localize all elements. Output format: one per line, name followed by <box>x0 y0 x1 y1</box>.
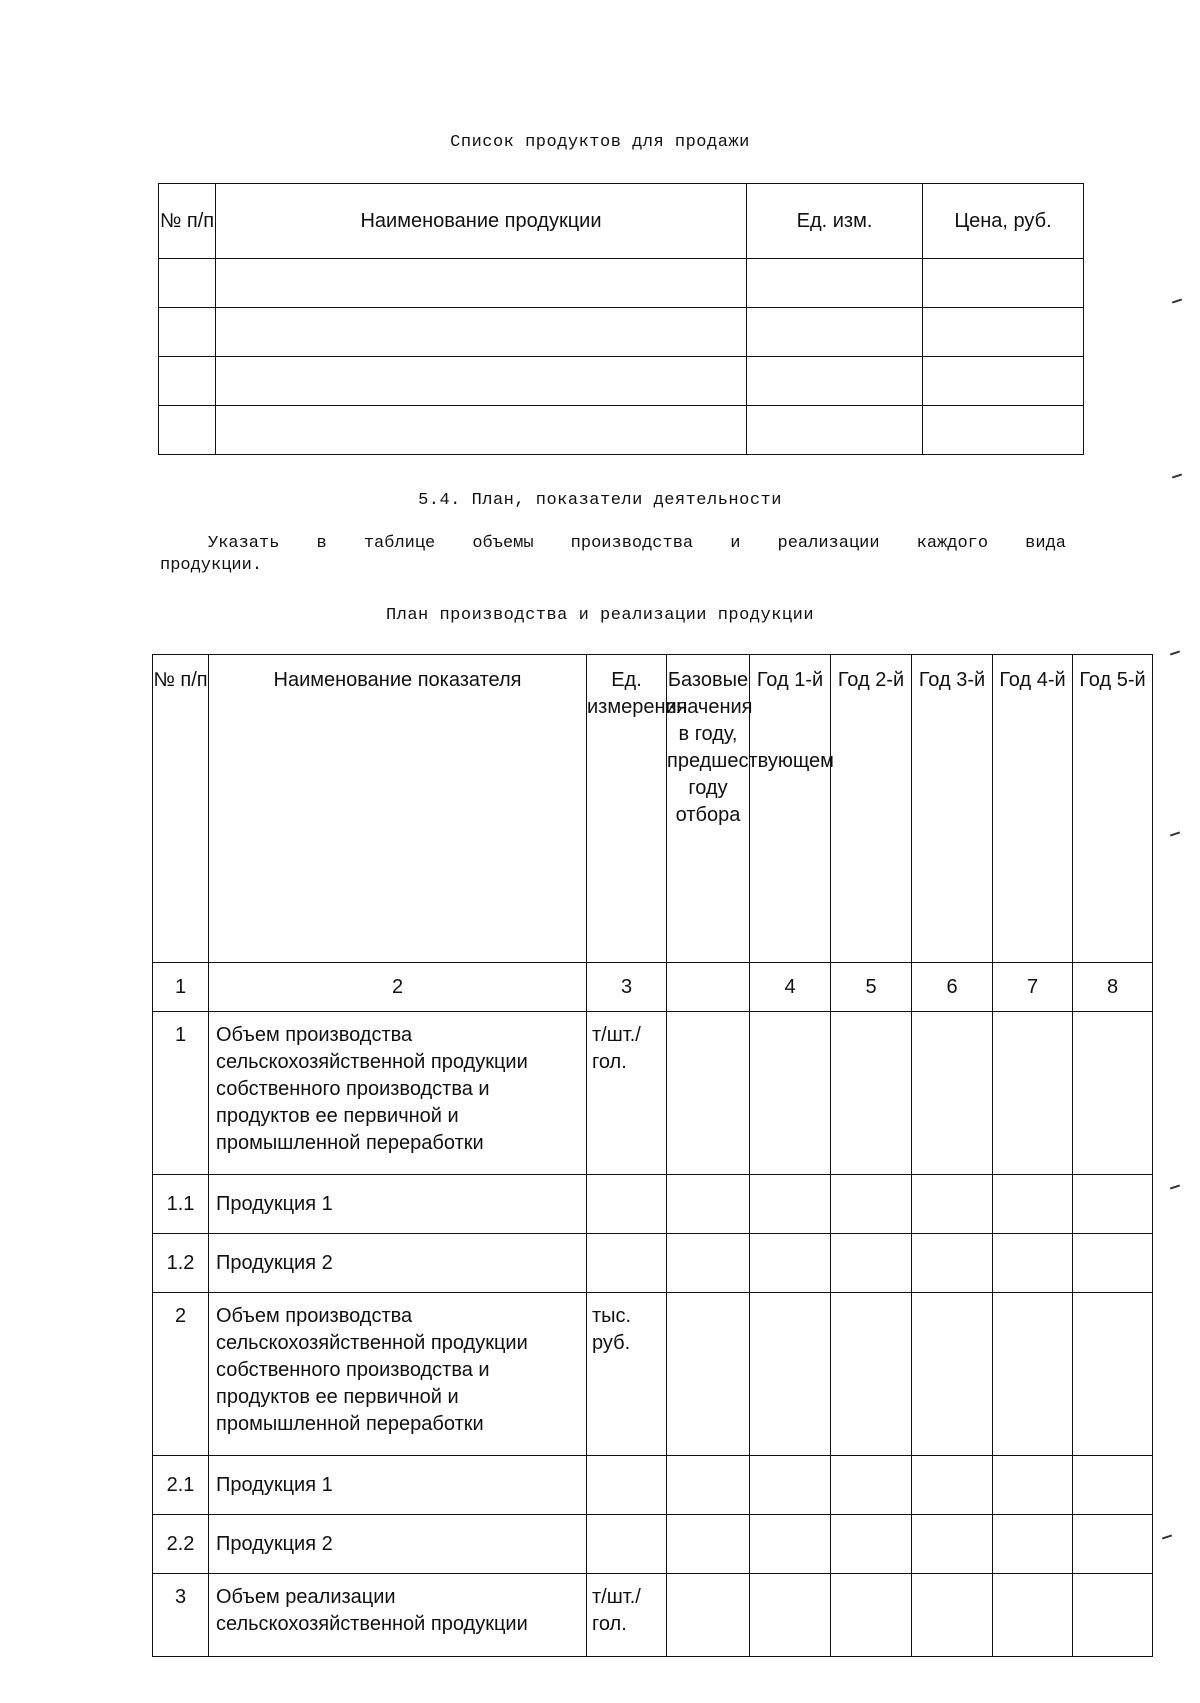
table-row <box>159 357 1084 406</box>
unit-cell: т/шт./гол. <box>587 1012 667 1175</box>
indicator-name: Объем производства сельскохозяйственной продукции собственного производства и продуктов ее первичной и промышленной переработки <box>209 1012 587 1175</box>
table-cell[interactable] <box>747 259 923 308</box>
table-row <box>159 308 1084 357</box>
table-cell[interactable] <box>747 357 923 406</box>
scan-mark <box>1172 474 1182 479</box>
value-cell[interactable] <box>1073 1293 1153 1456</box>
column-number: 8 <box>1073 963 1153 1012</box>
value-cell[interactable] <box>912 1456 993 1515</box>
value-cell[interactable] <box>667 1574 750 1657</box>
column-header-year-4: Год 4-й <box>993 655 1073 963</box>
value-cell[interactable] <box>1073 1234 1153 1293</box>
value-cell[interactable] <box>912 1293 993 1456</box>
table-row <box>153 1456 1153 1515</box>
table-header-row <box>153 655 1153 963</box>
table-cell[interactable] <box>747 308 923 357</box>
value-cell[interactable] <box>993 1175 1073 1234</box>
value-cell[interactable] <box>831 1456 912 1515</box>
value-cell[interactable] <box>912 1234 993 1293</box>
row-number: 1 <box>153 1012 209 1175</box>
value-cell[interactable] <box>993 1515 1073 1574</box>
row-number: 2.1 <box>153 1456 209 1515</box>
value-cell[interactable] <box>667 1515 750 1574</box>
value-cell[interactable] <box>912 1574 993 1657</box>
value-cell[interactable] <box>1073 1574 1153 1657</box>
column-header-number: № п/п <box>159 184 216 259</box>
column-number: 4 <box>750 963 831 1012</box>
column-number: 6 <box>912 963 993 1012</box>
column-header-price: Цена, руб. <box>923 184 1084 259</box>
table-row <box>153 1175 1153 1234</box>
column-number: 3 <box>587 963 667 1012</box>
table-cell[interactable] <box>159 406 216 455</box>
value-cell[interactable] <box>667 1456 750 1515</box>
table-cell[interactable] <box>216 308 747 357</box>
value-cell[interactable] <box>750 1175 831 1234</box>
value-cell[interactable] <box>750 1234 831 1293</box>
scan-mark <box>1170 832 1180 837</box>
value-cell[interactable] <box>667 1234 750 1293</box>
value-cell[interactable] <box>912 1515 993 1574</box>
unit-cell: тыс. руб. <box>587 1293 667 1456</box>
row-number: 1.2 <box>153 1234 209 1293</box>
value-cell[interactable] <box>993 1293 1073 1456</box>
column-number: 1 <box>153 963 209 1012</box>
indicator-name: Продукция 1 <box>209 1175 587 1234</box>
column-number <box>667 963 750 1012</box>
column-header-number: № п/п <box>153 655 209 963</box>
unit-cell[interactable] <box>587 1515 667 1574</box>
table-row <box>159 406 1084 455</box>
value-cell[interactable] <box>667 1175 750 1234</box>
column-header-product-name: Наименование продукции <box>216 184 747 259</box>
column-header-year-3: Год 3-й <box>912 655 993 963</box>
value-cell[interactable] <box>993 1574 1073 1657</box>
instruction-text-line1: Указать в таблице объемы производства и реализации каждого вида <box>208 534 1066 553</box>
column-header-year-1: Год 1-й <box>750 655 831 963</box>
column-header-year-5: Год 5-й <box>1073 655 1153 963</box>
value-cell[interactable] <box>1073 1012 1153 1175</box>
scan-mark <box>1172 299 1182 304</box>
indicator-name: Продукция 2 <box>209 1234 587 1293</box>
value-cell[interactable] <box>750 1012 831 1175</box>
table-cell[interactable] <box>159 259 216 308</box>
row-number: 2 <box>153 1293 209 1456</box>
value-cell[interactable] <box>667 1293 750 1456</box>
value-cell[interactable] <box>993 1234 1073 1293</box>
table-row <box>153 1012 1153 1175</box>
indicator-name: Продукция 2 <box>209 1515 587 1574</box>
column-number: 5 <box>831 963 912 1012</box>
value-cell[interactable] <box>667 1012 750 1175</box>
value-cell[interactable] <box>1073 1515 1153 1574</box>
unit-cell: т/шт./гол. <box>587 1574 667 1657</box>
unit-cell[interactable] <box>587 1456 667 1515</box>
value-cell[interactable] <box>831 1175 912 1234</box>
table-cell[interactable] <box>216 259 747 308</box>
scan-mark <box>1162 1535 1172 1540</box>
indicator-name: Объем реализации сельскохозяйственной продукции <box>209 1574 587 1657</box>
value-cell[interactable] <box>993 1012 1073 1175</box>
value-cell[interactable] <box>1073 1456 1153 1515</box>
value-cell[interactable] <box>831 1234 912 1293</box>
table-cell[interactable] <box>923 259 1084 308</box>
product-list-table <box>158 183 1084 455</box>
product-list-title: Список продуктов для продажи <box>450 133 750 152</box>
table-row <box>153 1234 1153 1293</box>
plan-table-title: План производства и реализации продукции <box>385 606 815 625</box>
value-cell[interactable] <box>993 1456 1073 1515</box>
column-header-base-values: Базовые значения в году, предшествующем году отбора <box>667 655 750 963</box>
column-number: 2 <box>209 963 587 1012</box>
value-cell[interactable] <box>831 1515 912 1574</box>
column-header-year-2: Год 2-й <box>831 655 912 963</box>
row-number: 3 <box>153 1574 209 1657</box>
value-cell[interactable] <box>750 1515 831 1574</box>
table-cell[interactable] <box>923 308 1084 357</box>
table-row <box>153 1574 1153 1657</box>
value-cell[interactable] <box>750 1456 831 1515</box>
value-cell[interactable] <box>912 1012 993 1175</box>
column-number: 7 <box>993 963 1073 1012</box>
value-cell[interactable] <box>750 1293 831 1456</box>
instruction-text-line2: продукции. <box>160 556 263 575</box>
table-cell[interactable] <box>159 308 216 357</box>
value-cell[interactable] <box>1073 1175 1153 1234</box>
table-cell[interactable] <box>159 357 216 406</box>
unit-cell[interactable] <box>587 1234 667 1293</box>
unit-cell[interactable] <box>587 1175 667 1234</box>
column-header-unit: Ед. измерения <box>587 655 667 963</box>
table-cell[interactable] <box>216 357 747 406</box>
value-cell[interactable] <box>831 1574 912 1657</box>
column-number-row <box>153 963 1153 1012</box>
production-plan-table <box>152 654 1153 1657</box>
column-header-unit: Ед. изм. <box>747 184 923 259</box>
table-cell[interactable] <box>747 406 923 455</box>
value-cell[interactable] <box>912 1175 993 1234</box>
column-header-indicator-name: Наименование показателя <box>209 655 587 963</box>
value-cell[interactable] <box>831 1293 912 1456</box>
indicator-name: Объем производства сельскохозяйственной продукции собственного производства и продуктов ее первичной и промышленной переработки <box>209 1293 587 1456</box>
row-number: 1.1 <box>153 1175 209 1234</box>
table-row <box>153 1293 1153 1456</box>
table-row <box>153 1515 1153 1574</box>
table-row <box>159 259 1084 308</box>
row-number: 2.2 <box>153 1515 209 1574</box>
value-cell[interactable] <box>750 1574 831 1657</box>
indicator-name: Продукция 1 <box>209 1456 587 1515</box>
table-cell[interactable] <box>923 357 1084 406</box>
table-header-row <box>159 184 1084 259</box>
table-cell[interactable] <box>923 406 1084 455</box>
value-cell[interactable] <box>831 1012 912 1175</box>
table-cell[interactable] <box>216 406 747 455</box>
scan-mark <box>1170 651 1180 656</box>
scan-mark <box>1170 1185 1180 1190</box>
section-heading: 5.4. План, показатели деятельности <box>418 491 782 510</box>
